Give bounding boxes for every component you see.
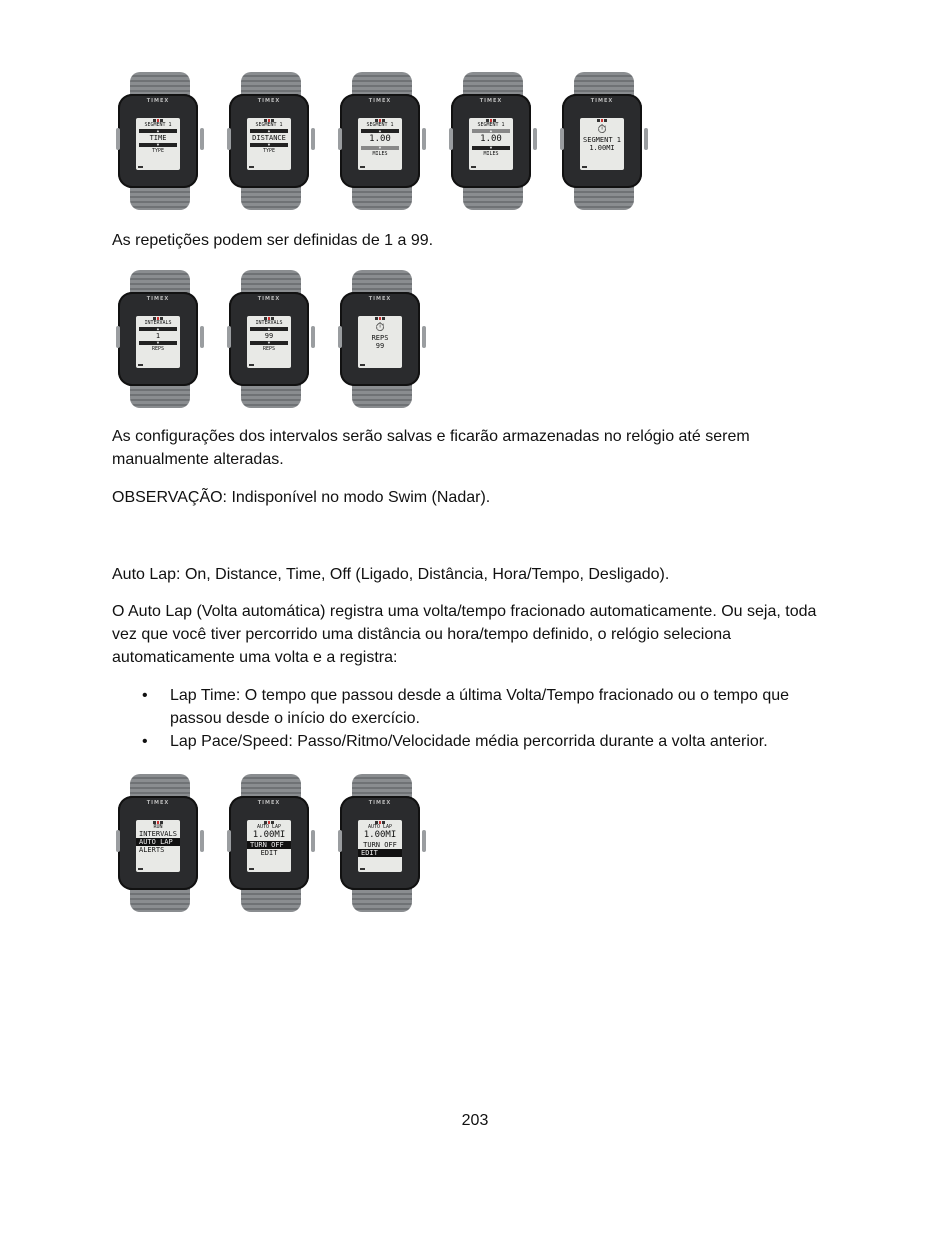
screen-arrow-bar: ▼ xyxy=(361,146,399,150)
bullet-text: Lap Time: O tempo que passou desde a última Volta/Tempo fracionado ou o tempo que passou desde o início do exercício. xyxy=(170,687,790,727)
watch-illustration xyxy=(229,774,313,912)
note-text: OBSERVAÇÃO: Indisponível no modo Swim (Nadar). xyxy=(112,489,491,506)
watch-button-left xyxy=(338,326,342,348)
autolap-bullet-list xyxy=(112,684,842,753)
screen-line: 99 xyxy=(264,332,274,340)
battery-icon xyxy=(138,868,143,870)
screen-line: SEGMENT 1 xyxy=(366,122,394,128)
watch-brand: TIMEX xyxy=(368,296,392,302)
watch-brand: TIMEX xyxy=(257,296,281,302)
watch-screen xyxy=(136,820,180,872)
battery-icon xyxy=(360,868,365,870)
screen-line: SEGMENT 1 xyxy=(144,122,172,128)
watch-button-left xyxy=(338,128,342,150)
screen-line: ALERTS xyxy=(139,846,165,854)
screen-arrow-bar: ▲ xyxy=(139,129,177,133)
watch-illustration xyxy=(118,774,202,912)
battery-icon xyxy=(249,364,254,366)
watch-button-left xyxy=(116,326,120,348)
screen-arrow-bar: ▼ xyxy=(250,341,288,345)
watch-brand: TIMEX xyxy=(257,800,281,806)
stopwatch-icon: ⏱ xyxy=(375,320,385,334)
screen-line: REPS xyxy=(151,346,165,352)
watch-illustration xyxy=(229,72,313,210)
bullet-text: Lap Pace/Speed: Passo/Ritmo/Velocidade média percorrida durante a volta anterior. xyxy=(170,733,768,750)
page-number: 203 xyxy=(461,1112,489,1129)
watch-button-left xyxy=(116,128,120,150)
battery-icon xyxy=(471,166,476,168)
screen-line: 1 xyxy=(155,332,161,340)
watch-button-right xyxy=(200,830,204,852)
screen-line: TURN OFF xyxy=(247,841,291,849)
screen-line: TYPE xyxy=(151,148,165,154)
list-item xyxy=(112,684,842,730)
watch-brand: TIMEX xyxy=(146,296,170,302)
screen-line: TURN OFF xyxy=(363,841,397,849)
watch-button-left xyxy=(449,128,453,150)
watch-button-right xyxy=(422,128,426,150)
screen-arrow-bar: ▼ xyxy=(250,143,288,147)
watch-screen xyxy=(358,118,402,170)
watch-screen xyxy=(469,118,513,170)
screen-line: 1.00MI xyxy=(252,830,286,840)
screen-line: INTERVALS xyxy=(255,320,283,326)
list-item xyxy=(112,730,842,753)
watch-button-right xyxy=(200,326,204,348)
saved-text: As configurações dos intervalos serão salvas e ficarão armazenadas no relógio até serem manualmente alteradas. xyxy=(112,428,750,468)
watch-screen xyxy=(580,118,624,170)
watch-brand: TIMEX xyxy=(257,98,281,104)
screen-line: AUTO LAP xyxy=(367,824,393,830)
watch-button-right xyxy=(200,128,204,150)
screen-arrow-bar: ▼ xyxy=(472,146,510,150)
screen-line: 1.00MI xyxy=(589,144,615,152)
bullet-icon: • xyxy=(142,733,148,750)
screen-line: REPS xyxy=(371,334,389,342)
watch-illustration xyxy=(118,270,202,408)
bullet-icon: • xyxy=(142,687,148,704)
watch-button-left xyxy=(227,326,231,348)
watch-illustration xyxy=(562,72,646,210)
battery-icon xyxy=(582,166,587,168)
watch-illustration xyxy=(340,774,424,912)
watch-brand: TIMEX xyxy=(146,800,170,806)
screen-line: 99 xyxy=(375,342,385,350)
reps-text: As repetições podem ser definidas de 1 a 99. xyxy=(112,232,434,249)
autolap-heading: Auto Lap: On, Distance, Time, Off (Ligado, Distância, Hora/Tempo, Desligado). xyxy=(112,566,670,583)
autolap-description: O Auto Lap (Volta automática) registra uma volta/tempo fracionado automaticamente. Ou seja, toda vez que você tiver percorrido uma distância ou hora/tempo definido, o relógio seleciona automaticamente uma volta e a registra: xyxy=(112,603,817,666)
watch-button-left xyxy=(560,128,564,150)
screen-arrow-bar: ▼ xyxy=(139,341,177,345)
watch-button-right xyxy=(311,830,315,852)
watch-illustration xyxy=(229,270,313,408)
screen-line: INTERVALS xyxy=(139,830,177,838)
watch-button-right xyxy=(533,128,537,150)
watch-brand: TIMEX xyxy=(479,98,503,104)
screen-line: REPS xyxy=(262,346,276,352)
screen-arrow-bar: ▲ xyxy=(250,327,288,331)
screen-line: EDIT xyxy=(358,849,402,857)
screen-line: TIME xyxy=(149,134,167,142)
watch-screen xyxy=(136,118,180,170)
screen-arrow-bar: ▲ xyxy=(361,129,399,133)
screen-line: MILES xyxy=(483,151,499,157)
screen-line: AUTO LAP xyxy=(136,838,180,846)
battery-icon xyxy=(138,166,143,168)
watch-button-right xyxy=(422,326,426,348)
watch-button-left xyxy=(227,830,231,852)
battery-icon xyxy=(360,166,365,168)
watch-brand: TIMEX xyxy=(368,98,392,104)
screen-line: AUTO LAP xyxy=(256,824,282,830)
watch-screen xyxy=(358,820,402,872)
watch-brand: TIMEX xyxy=(590,98,614,104)
watch-button-right xyxy=(311,326,315,348)
watch-screen xyxy=(247,820,291,872)
screen-arrow-bar: ▲ xyxy=(139,327,177,331)
screen-line: SEGMENT 1 xyxy=(583,136,621,144)
watch-illustration xyxy=(451,72,535,210)
battery-icon xyxy=(249,868,254,870)
battery-icon xyxy=(138,364,143,366)
screen-line: SEGMENT 1 xyxy=(255,122,283,128)
watch-illustration xyxy=(340,270,424,408)
screen-line: 1.00MI xyxy=(363,830,397,840)
watch-button-left xyxy=(338,830,342,852)
screen-line: SEGMENT 1 xyxy=(477,122,505,128)
screen-line: INTERVALS xyxy=(144,320,172,326)
screen-arrow-bar: ▲ xyxy=(250,129,288,133)
stopwatch-icon: ⏱ xyxy=(597,122,607,136)
watch-illustration xyxy=(118,72,202,210)
screen-line: RUN xyxy=(153,824,163,830)
screen-line: TYPE xyxy=(262,148,276,154)
battery-icon xyxy=(360,364,365,366)
watch-button-right xyxy=(422,830,426,852)
screen-arrow-bar: ▼ xyxy=(139,143,177,147)
battery-icon xyxy=(249,166,254,168)
watch-illustration xyxy=(340,72,424,210)
screen-line: MILES xyxy=(372,151,388,157)
watch-screen xyxy=(247,118,291,170)
screen-line: EDIT xyxy=(260,849,278,857)
watch-brand: TIMEX xyxy=(368,800,392,806)
watch-button-left xyxy=(116,830,120,852)
screen-line: DISTANCE xyxy=(252,134,286,142)
watch-screen xyxy=(358,316,402,368)
watch-button-right xyxy=(311,128,315,150)
screen-arrow-bar: ▲ xyxy=(472,129,510,133)
screen-line: 1.00 xyxy=(480,134,502,144)
watch-screen xyxy=(247,316,291,368)
watch-screen xyxy=(136,316,180,368)
screen-line: 1.00 xyxy=(369,134,391,144)
watch-brand: TIMEX xyxy=(146,98,170,104)
watch-button-right xyxy=(644,128,648,150)
watch-button-left xyxy=(227,128,231,150)
